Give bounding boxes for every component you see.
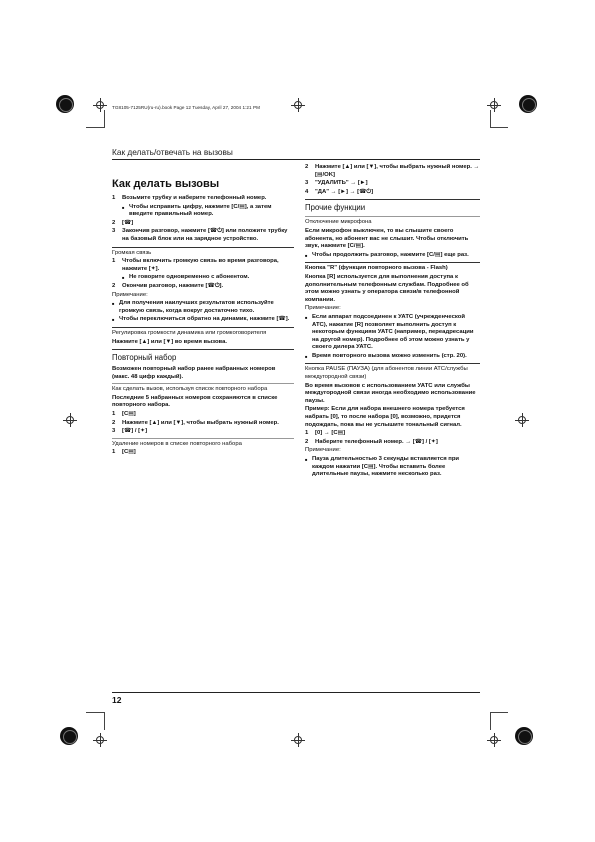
step-number: 2 [305, 164, 309, 170]
pause-step-1 [305, 430, 480, 438]
crosshair-mark-top-center [291, 98, 305, 112]
step-text: [C▤] [122, 411, 136, 418]
registration-mark-top-right [519, 95, 537, 113]
speaker-note-2: ■ Чтобы переключиться обратно на динамик, нажмите [☎]. [112, 316, 294, 324]
redial-text: Возможен повторный набор ранее набранных номеров (макс. 48 цифр каждый). [112, 366, 276, 380]
crosshair-mark-middle-right [515, 413, 529, 427]
step-text: Окончив разговор, нажмите [☎⏻]. [122, 282, 224, 289]
page-number: 12 [112, 695, 122, 705]
step-number: 2 [112, 282, 116, 289]
crosshair-mark-bottom-center [291, 733, 305, 747]
speaker-bullet: ■ Не говорите одновременно с абонентом. [122, 274, 294, 282]
step-text: "УДАЛИТЬ" → [►] [315, 180, 368, 187]
header-rule [112, 159, 480, 160]
crop-mark [490, 110, 491, 128]
step-number: 4 [305, 188, 309, 195]
step-text: Закончив разговор, нажмите [☎⏻] или положите трубку на базовый блок или на зарядное устройство. [122, 228, 288, 242]
step-number: 2 [112, 219, 116, 226]
heading-other-features: Прочие функции [305, 203, 366, 213]
heading-making-calls: Как делать вызовы [112, 178, 220, 190]
divider [112, 383, 294, 384]
redial-step-2 [112, 420, 294, 428]
step-1 [112, 195, 294, 203]
step-text: [0] → [C▤] [315, 430, 346, 437]
divider [305, 262, 480, 263]
recall-title: Кнопка "R" (функция повторного вызова - Flash) [305, 265, 448, 272]
crop-mark [104, 110, 105, 128]
crop-mark [104, 712, 105, 730]
pause-note-1: ■ Пауза длительностью 3 секунды вставляется при каждом нажатии [C▤]. Чтобы вставить более длительные паузы, нажмите несколько раз. [305, 456, 480, 479]
registration-mark-top-left [56, 95, 74, 113]
step-text: [☎] / [✦] [122, 428, 148, 435]
step-text: Возьмите трубку и наберите телефонный номер. [122, 195, 267, 201]
step-number: 3 [305, 180, 309, 187]
crop-mark [490, 712, 508, 713]
registration-mark-bottom-left [60, 727, 78, 745]
speaker-step-1 [112, 258, 294, 273]
volume-text: Нажмите [▲] или [▼] во время вызова. [112, 338, 227, 345]
crop-mark [490, 712, 491, 730]
step-text: Наберите телефонный номер. → [☎] / [✦] [315, 438, 438, 445]
step-number: 1 [112, 449, 116, 456]
crop-mark [86, 712, 104, 713]
divider [112, 349, 294, 350]
heading-redial: Повторный набор [112, 353, 177, 363]
step-text: [C▤] [122, 449, 136, 456]
pause-title: Кнопка PAUSE (ПАУЗА) (для абонентов линии АТС/службы междугородной связи) [305, 366, 468, 381]
redial-step-3 [112, 428, 294, 436]
delete-step-4 [305, 189, 480, 197]
step-3 [112, 228, 294, 243]
redial-list-text: Последние 5 набранных номеров сохраняются в списке повторного набора. [112, 394, 278, 409]
redial-step-1 [112, 411, 294, 419]
step-number: 2 [305, 438, 309, 445]
crop-mark [86, 127, 104, 128]
speaker-note-1: ■ Для получения наилучших результатов используйте громкую связь, когда вокруг достаточно тихо. [112, 300, 294, 315]
speaker-title: Громкая связь [112, 249, 152, 256]
recall-note-2: ■ Время повторного вызова можно изменить (стр. 20). [305, 353, 480, 361]
crop-mark [490, 127, 508, 128]
redial-delete-step-1 [112, 449, 294, 457]
step-text: "ДА" → [►] → [☎⏻] [315, 188, 374, 195]
divider [305, 199, 480, 200]
pause-text: Во время вызовов с использованием УАТС или службы междугородной связи иногда необходимо использование паузы. [305, 382, 476, 404]
delete-step-3 [305, 180, 480, 188]
redial-list-title: Как сделать вызов, используя список повторного набора [112, 386, 268, 393]
step-number: 3 [112, 228, 116, 235]
recall-note-1: ■ Если аппарат подсоединен к УАТС (учрежденческой АТС), нажатие [R] позволяет выполнить доступ к некоторым функциям УАТС (например, переадресации на другой номер). Подробнее об этом можно узнать у своего дилера УАТС. [305, 314, 480, 352]
divider [112, 247, 294, 248]
note-label: Примечание: [305, 447, 341, 454]
crosshair-mark-bottom-left [93, 733, 107, 747]
step-text: Нажмите [▲] или [▼], чтобы выбрать нужный номер. [122, 419, 279, 426]
step-number: 2 [112, 419, 116, 426]
print-header: TG8105-7125RU(ru-ru).book Page 12 Tuesday, April 27, 2004 1:21 PM [112, 105, 260, 110]
right-column [305, 164, 480, 480]
note-label: Примечание: [305, 305, 341, 312]
speaker-step-2 [112, 283, 294, 291]
crosshair-mark-middle-left [63, 413, 77, 427]
step-number: 1 [112, 411, 116, 418]
divider [112, 438, 294, 439]
step-text: [☎] [122, 219, 134, 226]
step-text: Чтобы включить громкую связь во время разговора, нажмите [✦]. [122, 258, 279, 272]
bullet-correct-digit: ■ Чтобы исправить цифру, нажмите [C/▤], а затем введите правильный номер. [122, 204, 294, 219]
step-text: Нажмите [▲] или [▼], чтобы выбрать нужный номер. → [▤/OK] [315, 164, 480, 178]
step-number: 1 [112, 195, 116, 201]
registration-mark-bottom-right [515, 727, 533, 745]
volume-title: Регулировка громкости динамика или громкоговорителя [112, 329, 267, 336]
divider [112, 327, 294, 328]
pause-step-2 [305, 439, 480, 447]
footer-rule [112, 692, 480, 693]
mute-text: Если микрофон выключен, то вы слышите своего абонента, но абонент вас не слышит. Чтобы отключить звук, нажмите [C/▤]. [305, 227, 469, 250]
delete-step-2 [305, 164, 480, 179]
pause-example: Пример: Если для набора внешнего номера требуется набрать [0], то после набора [0], возможно, придется подождать, пока вы не услышите тональный сигнал. [305, 406, 465, 428]
left-column [112, 164, 294, 458]
step-number: 3 [112, 428, 116, 435]
divider [305, 216, 480, 217]
divider [305, 363, 480, 364]
step-2 [112, 220, 294, 228]
note-label: Примечание: [112, 291, 148, 298]
redial-delete-title: Удаление номеров в списке повторного набора [112, 440, 242, 447]
step-number: 1 [112, 258, 116, 265]
section-title: Как делать/отвечать на вызовы [112, 147, 233, 157]
mute-bullet: ■ Чтобы продолжить разговор, нажмите [C/▤] еще раз. [305, 252, 480, 260]
recall-text: Кнопка [R] используется для выполнения доступа к дополнительным телефонным службам. Подробнее об этом можно узнать у оператора связи/в телефонной компании. [305, 273, 469, 303]
crosshair-mark-bottom-right [487, 733, 501, 747]
step-number: 1 [305, 430, 309, 437]
mute-title: Отключение микрофона [305, 219, 372, 226]
